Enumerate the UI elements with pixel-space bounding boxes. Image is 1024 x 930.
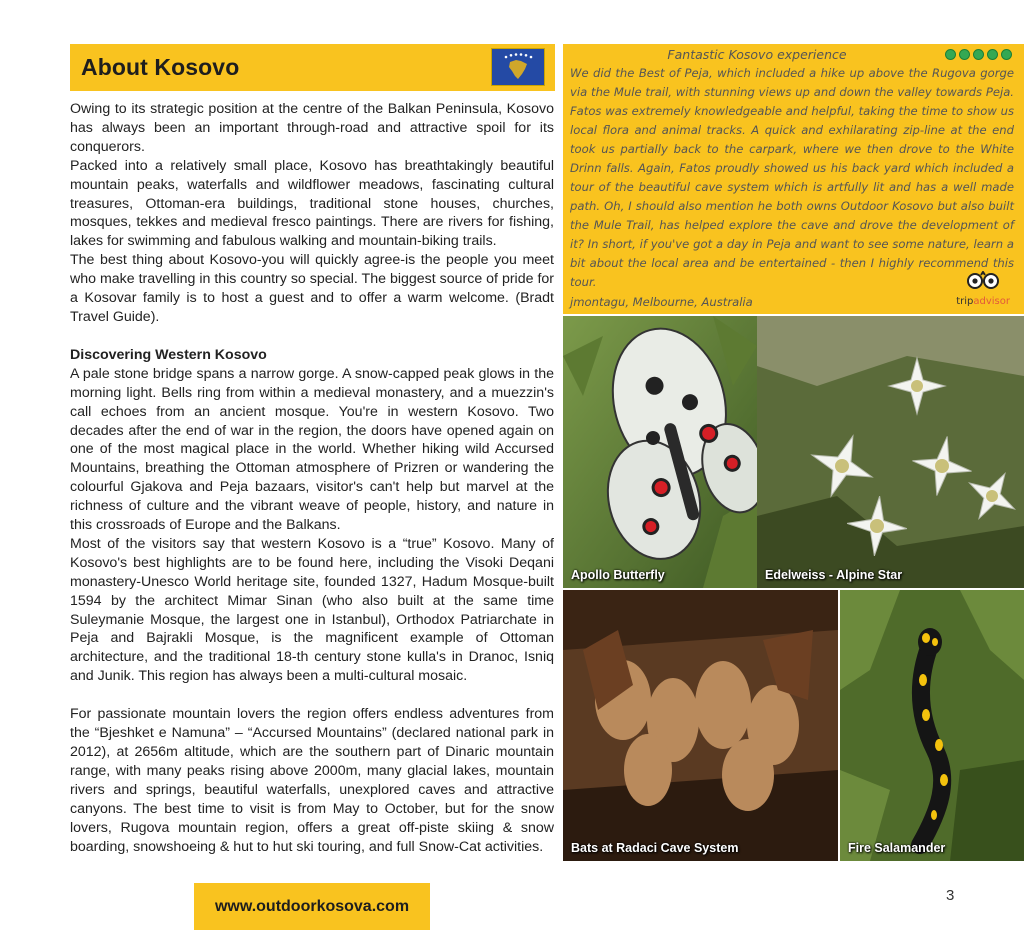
intro-paragraph: The best thing about Kosovo-you will quickly agree-is the people you meet who make travelling in this country so special. The biggest source of pride for a Kosovar family is to host a guest and to offer a warm welcome. (Bradt Travel Guide). xyxy=(70,252,554,325)
salamander-image xyxy=(840,590,1024,861)
section-paragraph: Most of the visitors say that western Kosovo is a “true” Kosovo. Many of Kosovo's best highlights are to be found here, including the Visoki Deqani monastery-Unesco World heritage site, founded 1327, Hadum Mosque-built 1594 by the architect Mimar Sinan (who also built at the same time Suleymanie Mosque, the largest one in Istanbul), Orthodox Patriarchate in Peja and Bajrakli Mosque, is the magnificent example of Ottoman architecture, and the traditional 18-th century stone kulla's in Dranoc, Isniq and Junik. This region has always been a multi-cultural mosaic. xyxy=(70,535,554,685)
photo-caption: Bats at Radaci Cave System xyxy=(571,841,739,855)
section-paragraph: A pale stone bridge spans a narrow gorge. A snow-capped peak glows in the morning light. Bells ring from within a medieval monastery, and a muezzin's call echoes from an ancient mosque. You're in western Kosovo. Two decades after the end of war in the region, the doors have opened again on one of the most magical place in the world. Whether hiking wild Accursed Mountains, breathing the Ottoman atmosphere of Prizren or wandering the colourful Gjakova and Peja bazaars, visitor's can't help but marvel at the richness of culture and the vibrant weave of people, history, and nature in this crossroads of Europe and the Balkans. xyxy=(70,365,554,534)
photo-caption: Fire Salamander xyxy=(848,841,946,855)
intro-paragraph: Packed into a relatively small place, Kosovo has breathtakingly beautiful mountain peaks, waterfalls and wildflower meadows, fascinating cultural treasures, Ottoman-era buildings, traditional stone houses, churches, mosques, tekkes and medieval fresco paintings. There are rivers for fishing, lakes for swimming and fabulous walking and mountain-biking trails. xyxy=(70,157,554,250)
page-number: 3 xyxy=(946,887,955,904)
page-title: About Kosovo xyxy=(81,54,240,80)
photo-caption: Edelweiss - Alpine Star xyxy=(765,568,903,582)
kosovo-flag-icon xyxy=(491,48,545,86)
main-article xyxy=(70,100,554,856)
rating-bubble-icon xyxy=(973,49,984,60)
edelweiss-image xyxy=(757,316,1024,588)
section-heading: Discovering Western Kosovo xyxy=(70,346,267,363)
paragraph-gap xyxy=(70,327,554,346)
rating-bubble-icon xyxy=(945,49,956,60)
tripadvisor-review xyxy=(563,44,1024,314)
tripadvisor-wordmark xyxy=(956,296,1010,307)
paragraph-gap xyxy=(70,686,554,705)
bats-image xyxy=(563,590,838,861)
butterfly-image xyxy=(563,316,757,588)
logo-trip-text: trip xyxy=(956,296,974,307)
intro-paragraph: Owing to its strategic position at the centre of the Balkan Peninsula, Kosovo has always been an important through-road and attractive spoil for its conquerors. xyxy=(70,101,554,155)
logo-advisor-text: advisor xyxy=(973,296,1010,307)
rating-bubble-icon xyxy=(987,49,998,60)
photo-bats xyxy=(563,590,838,861)
rating-bubble-icon xyxy=(959,49,970,60)
review-body: We did the Best of Peja, which included a hike up above the Rugova gorge via the Mule trail, with stunning views up and down the valley towards Peja. Fatos was extremely knowledgeable and helpful, taking the time to show us local flora and animal tracks. A quick and exhilarating zip-line at the end took us partially back to the carpark, where we then drove to the White Drinn falls. Again, Fatos proudly showed us his back yard which included a tour of the beautiful cave system which is artfully lit and has a well made path. Oh, I should also mention he both owns Outdoor Kosovo but also built the Mule Trail, has helped explore the cave and drove the development of it? In short, if you've got a day in Peja and want to see some nature, learn a bit about the local area and be entertained - then I highly recommend this tour. xyxy=(570,66,1014,289)
rating-bubble-icon xyxy=(1001,49,1012,60)
photo-apollo-butterfly xyxy=(563,316,757,588)
closing-paragraph: For passionate mountain lovers the region offers endless adventures from the “Bjeshket e Namuna” – “Accursed Mountains” (declared national park in 2012), at 2656m altitude, which are the southern part of Dinaric mountain range, with many peaks rising above 2000m, many glacial lakes, mountain rivers and springs, beautiful waterfalls, unexplored caves and attractive canyons. The best time to visit is from May to October, but for the snow lovers, Rugova mountain region, offers a great off-piste skiing & snow boarding, snowshoeing & hut to hut ski touring, and full Snow-Cat activities. xyxy=(70,706,554,855)
website-link[interactable]: www.outdoorkosova.com xyxy=(194,883,430,930)
review-author: jmontagu, Melbourne, Australia xyxy=(570,295,753,309)
review-title: Fantastic Kosovo experience xyxy=(667,47,847,62)
photo-edelweiss xyxy=(757,316,1024,588)
photo-fire-salamander xyxy=(840,590,1024,861)
photo-caption: Apollo Butterfly xyxy=(571,568,665,582)
header-bar xyxy=(70,44,555,91)
review-rating xyxy=(945,49,1012,60)
tripadvisor-logo xyxy=(956,271,1010,308)
owl-icon xyxy=(965,271,1001,289)
